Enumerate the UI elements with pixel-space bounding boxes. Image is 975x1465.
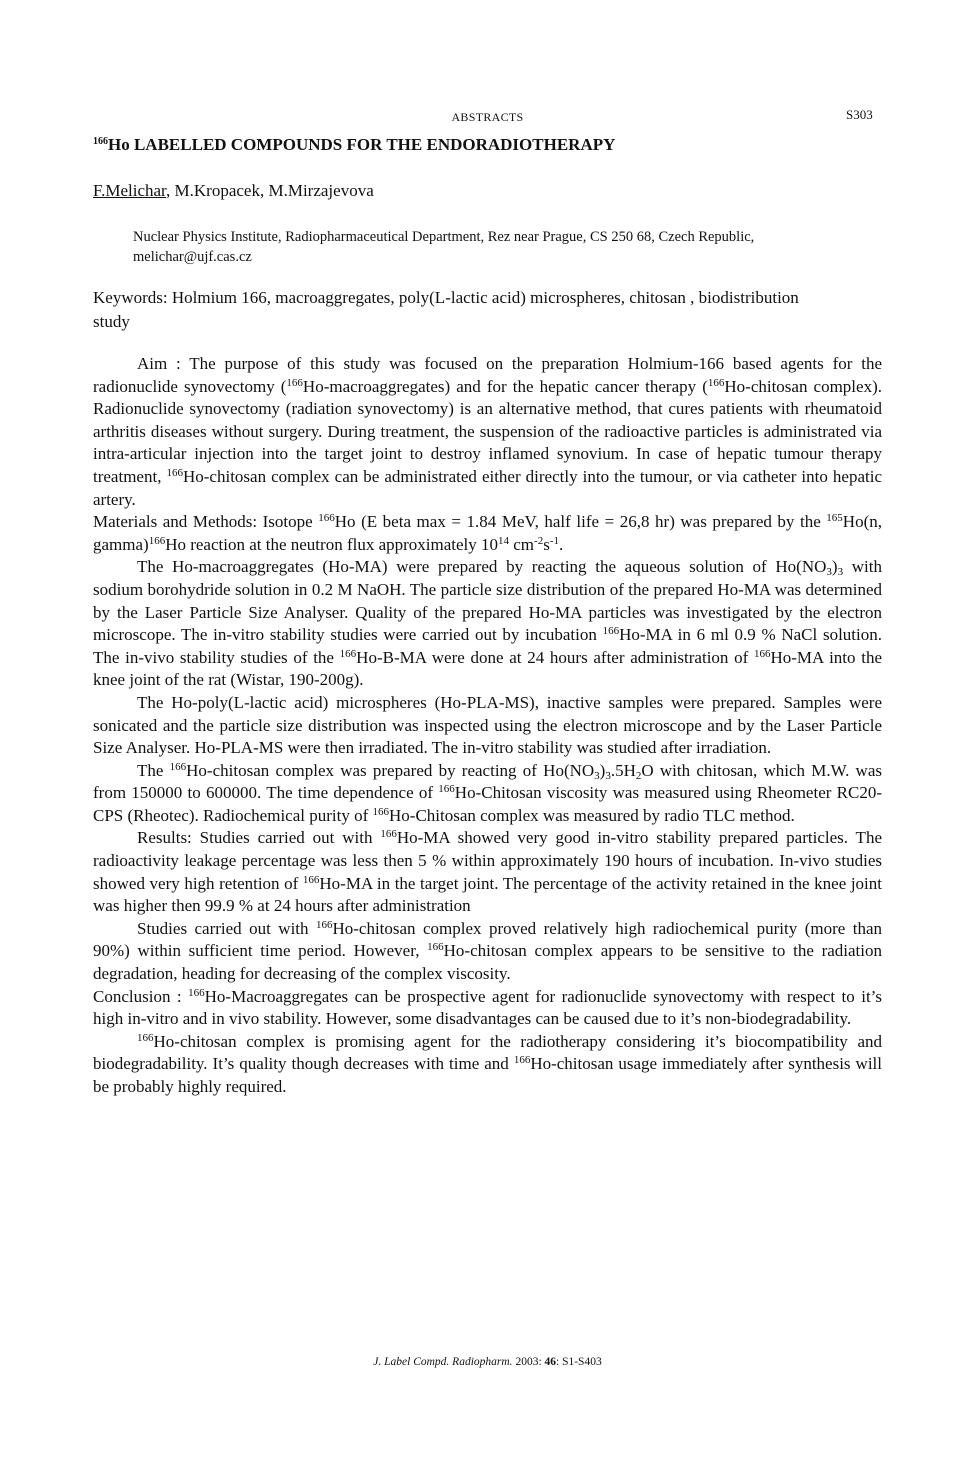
co-authors: , M.Kropacek, M.Mirzajevova	[166, 181, 374, 200]
abstract-title	[93, 135, 893, 155]
journal-volume: 46	[544, 1356, 557, 1368]
paragraph-pla-ms: The Ho-poly(L-lactic acid) microspheres (Ho-PLA-MS), inactive samples were prepared. Samples were sonicated and the particle size distribution was inspected using the electron microscope and by the Laser Particle Size Analyser. Ho-PLA-MS were then irradiated. The in-vitro stability was studied after irradiation.	[93, 692, 882, 758]
paragraph-methods: Materials and Methods: Isotope $^{166}$Ho (E beta max = 1.84 MeV, half life = 26,8 hr) was prepared by the $^{165}$Ho(n, gamma)$^{166}$Ho reaction at the neutron flux approximately $10^{14}$ $cm^{-2}s^{-1}$.	[93, 512, 882, 554]
paragraph-aim: Aim : The purpose of this study was focused on the preparation Holmium-166 based agents for the radionuclide synovectomy ($^{166}$Ho-macroaggregates) and for the hepatic cancer therapy ($^{166}$Ho-chitosan complex). Radionuclide synovectomy (radiation synovectomy) is an alternative method, that cures patients with rheumatoid arthritis diseases without surgery. During treatment, the suspension of the radioactive particles is administrated via intra-articular injection into the target joint to destroy inflamed synovium. In case of hepatic tumour therapy treatment, $^{166}$Ho-chitosan complex can be administrated either directly into the tumour, or via catheter into hepatic artery.	[93, 354, 882, 509]
running-head: ABSTRACTS	[451, 110, 524, 124]
paragraph-conclusion: Conclusion : $^{166}$Ho-Macroaggregates can be prospective agent for radionuclide synovectomy with respect to it’s high in-vitro and in vivo stability. However, some disadvantages can be caused due to it’s non-biodegradability.	[93, 986, 883, 1029]
paragraph-conclusion-chitosan: $^{166}$Ho-chitosan complex is promising agent for the radiotherapy considering it’s biocompatibility and biodegradability. It’s quality though decreases with time and $^{166}$Ho-chitosan usage immediately after synthesis will be probably highly required.	[93, 1031, 882, 1096]
paragraph-chitosan: The $^{166}$Ho-chitosan complex was prepared by reacting of $Ho(NO_3)_3.5H_2O$ with chitosan, which M.W. was from 150000 to 600000. The time dependence of $^{166}$Ho-Chitosan viscosity was measured using Rheometer RC20-CPS (Rheotec). Radiochemical purity of $^{166}$Ho-Chitosan complex was measured by radio TLC method.	[93, 760, 882, 825]
journal-year: 2003:	[512, 1356, 545, 1368]
affiliation	[133, 227, 863, 267]
affiliation-email: melichar@ujf.cas.cz	[133, 249, 252, 265]
presenting-author: F.Melichar	[93, 181, 167, 200]
page-number: S303	[846, 107, 873, 122]
keywords: Keywords: Holmium 166, macroaggregates, poly(L-lactic acid) microspheres, chitosan , biodistribution study	[93, 288, 799, 331]
paragraph-ho-ma: The Ho-macroaggregates (Ho-MA) were prepared by reacting the aqueous solution of $Ho(NO_3)_3$ with sodium borohydride solution in 0.2 M NaOH. The particle size distribution of the prepared Ho-MA was determined by the Laser Particle Size Analyser. Quality of the prepared Ho-MA particles was investigated by the electron microscope. The in-vitro stability studies were carried out by incubation $^{166}$Ho-MA in 6 ml 0.9 % NaCl solution. The in-vivo stability studies of the $^{166}$Ho-B-MA were done at 24 hours after administration of $^{166}$Ho-MA into the knee joint of the rat (Wistar, 190-200g).	[93, 557, 882, 690]
paragraph-results: Results: Studies carried out with $^{166}$Ho-MA showed very good in-vitro stability prepared particles. The radioactivity leakage percentage was less then 5 % within approximately 190 hours of incubation. In-vivo studies showed very high retention of $^{166}$Ho-MA in the target joint. The percentage of the activity retained in the knee joint was higher then 99.9 % at 24 hours after administration	[93, 828, 882, 916]
journal-name: J. Label Compd. Radiopharm.	[373, 1356, 513, 1368]
journal-pages: : S1-S403	[556, 1356, 602, 1368]
abstract-body	[93, 353, 882, 1099]
author-list	[93, 181, 374, 201]
paragraph-results-chitosan: Studies carried out with $^{166}$Ho-chitosan complex proved relatively high radiochemical purity (more than 90%) within sufficient time period. However, $^{166}$Ho-chitosan complex appears to be sensitive to the radiation degradation, heading for decreasing of the complex viscosity.	[93, 918, 882, 984]
title-superscript: 166	[93, 136, 108, 147]
title-text: Ho LABELLED COMPOUNDS FOR THE ENDORADIOTHERAPY	[108, 135, 616, 154]
journal-citation	[0, 1356, 975, 1368]
affiliation-address: Nuclear Physics Institute, Radiopharmaceutical Department, Rez near Prague, CS 250 68, Czech Republic,	[133, 229, 755, 245]
